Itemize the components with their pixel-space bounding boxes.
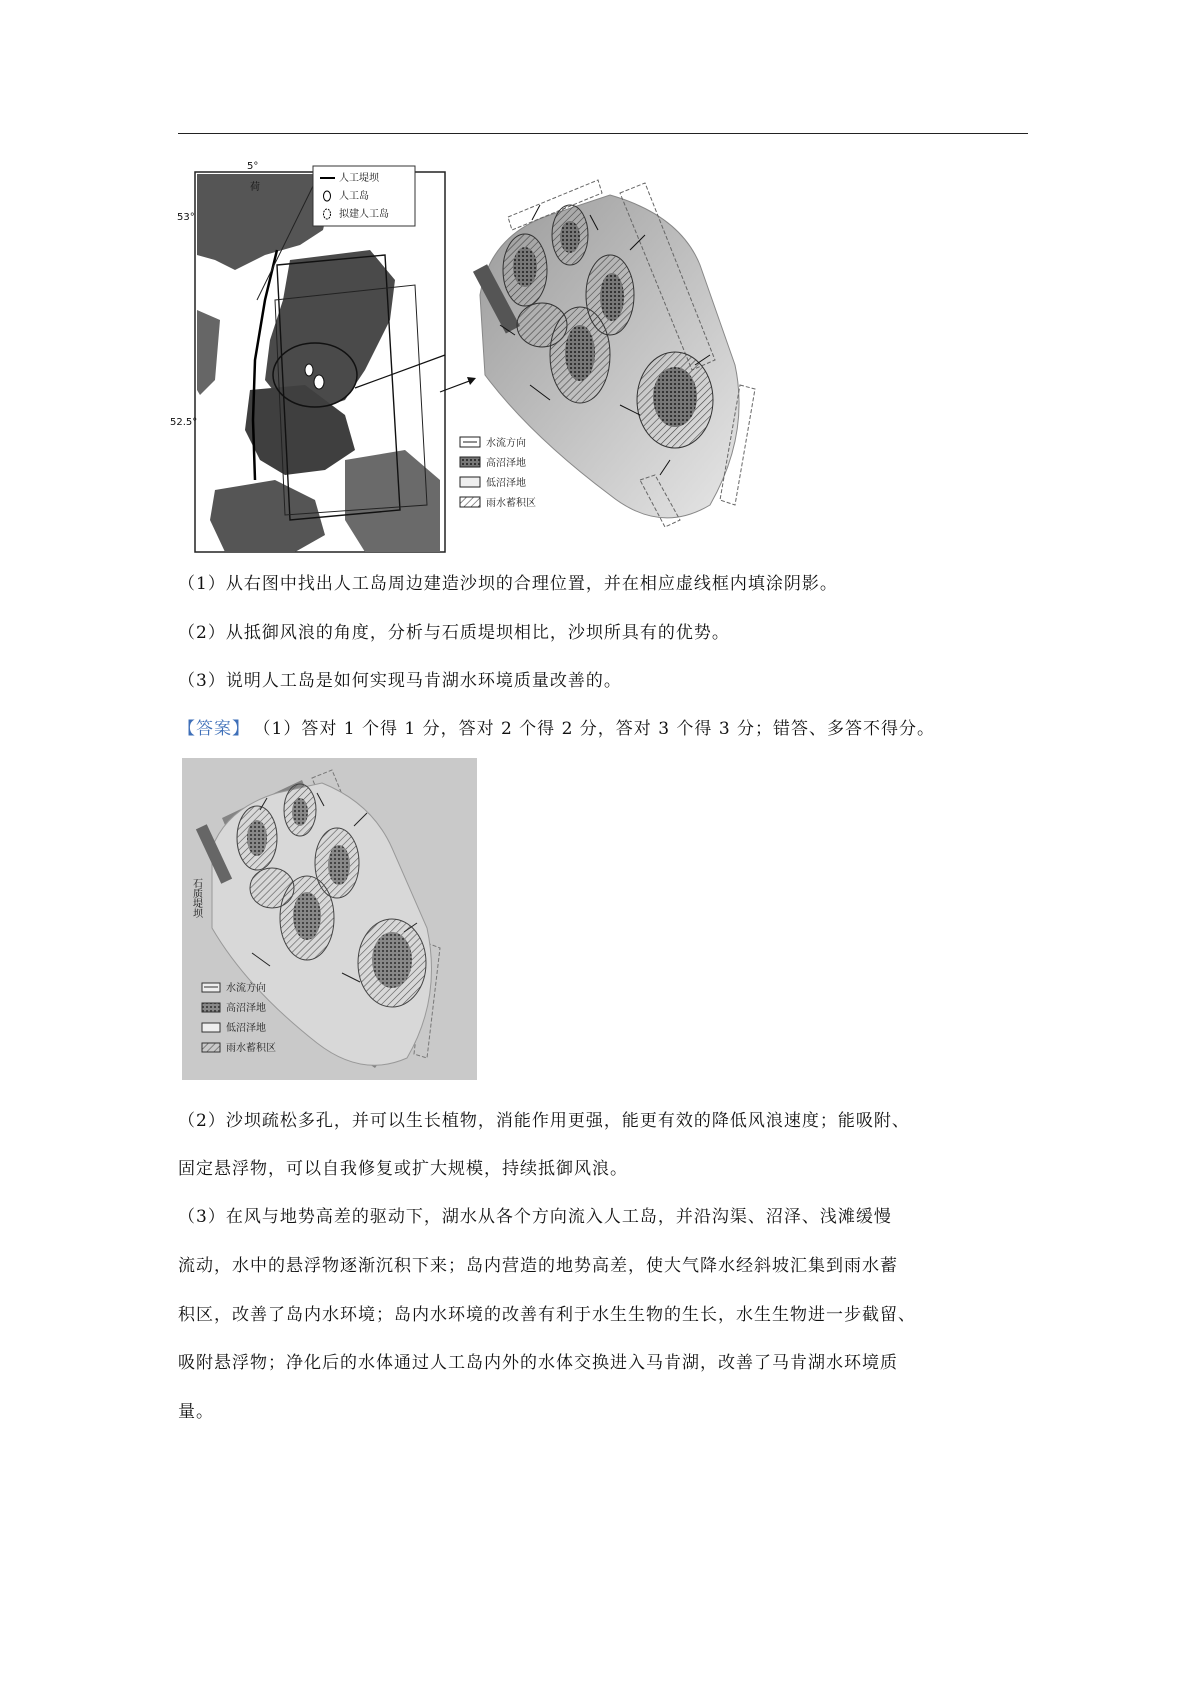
map-legend-island: 人工岛 <box>339 191 369 202</box>
answer-2-line-2: 固定悬浮物，可以自我修复或扩大规模，持续抵御风浪。 <box>178 1159 628 1179</box>
question-1: （1）从右图中找出人工岛周边建造沙坝的合理位置，并在相应虚线框内填涂阴影。 <box>178 574 838 594</box>
question-3: （3）说明人工岛是如何实现马肯湖水环境质量改善的。 <box>178 671 622 691</box>
island-diagram <box>470 175 780 545</box>
answer-diagram <box>182 758 477 1080</box>
answer-dam-label: 石质堤坝 <box>190 878 202 918</box>
answer-3-line-2: 流动，水中的悬浮物逐渐沉积下来；岛内营造的地势高差，使大气降水经斜坡汇集到雨水蓄 <box>178 1256 898 1276</box>
answer-legend-high-marsh: 高沼泽地 <box>226 1003 266 1014</box>
answer-3-line-5: 量。 <box>178 1402 214 1422</box>
map-legend-planned-island: 拟建人工岛 <box>339 209 389 220</box>
header-rule <box>178 133 1028 134</box>
answer-label: 【答案】 <box>178 719 250 739</box>
answer-legend-low-marsh: 低沼泽地 <box>226 1023 266 1034</box>
map-region-label: 荷 <box>250 182 260 193</box>
diagram-legend-flow: 水流方向 <box>486 438 526 449</box>
lat-53-label: 53° <box>177 212 195 223</box>
answer-3-line-1: （3）在风与地势高差的驱动下，湖水从各个方向流入人工岛，并沿沟渠、沼泽、浅滩缓慢 <box>178 1207 892 1227</box>
question-2: （2）从抵御风浪的角度，分析与石质堤坝相比，沙坝所具有的优势。 <box>178 623 730 643</box>
answer-legend-rain-area: 雨水蓄积区 <box>226 1043 276 1054</box>
diagram-legend-high-marsh: 高沼泽地 <box>486 458 526 469</box>
lat-52-5-label: 52.5° <box>170 417 198 428</box>
answer-1: （1）答对 1 个得 1 分，答对 2 个得 2 分，答对 3 个得 3 分；错答、多答不得分。 <box>262 719 936 739</box>
answer-2-line-1: （2）沙坝疏松多孔，并可以生长植物，消能作用更强，能更有效的降低风浪速度；能吸附、 <box>178 1111 910 1131</box>
diagram-legend-rain-area: 雨水蓄积区 <box>486 498 536 509</box>
answer-3-line-4: 吸附悬浮物；净化后的水体通过人工岛内外的水体交换进入马肯湖，改善了马肯湖水环境质 <box>178 1353 898 1373</box>
lake-map-figure <box>170 160 450 555</box>
map-legend-dam: 人工堤坝 <box>339 173 379 184</box>
lon-5-label: 5° <box>247 161 259 172</box>
answer-3-line-3: 积区，改善了岛内水环境；岛内水环境的改善有利于水生生物的生长，水生生物进一步截留、 <box>178 1305 916 1325</box>
diagram-legend-low-marsh: 低沼泽地 <box>486 478 526 489</box>
answer-legend-flow: 水流方向 <box>226 983 266 994</box>
answer-1-line <box>178 710 1028 748</box>
